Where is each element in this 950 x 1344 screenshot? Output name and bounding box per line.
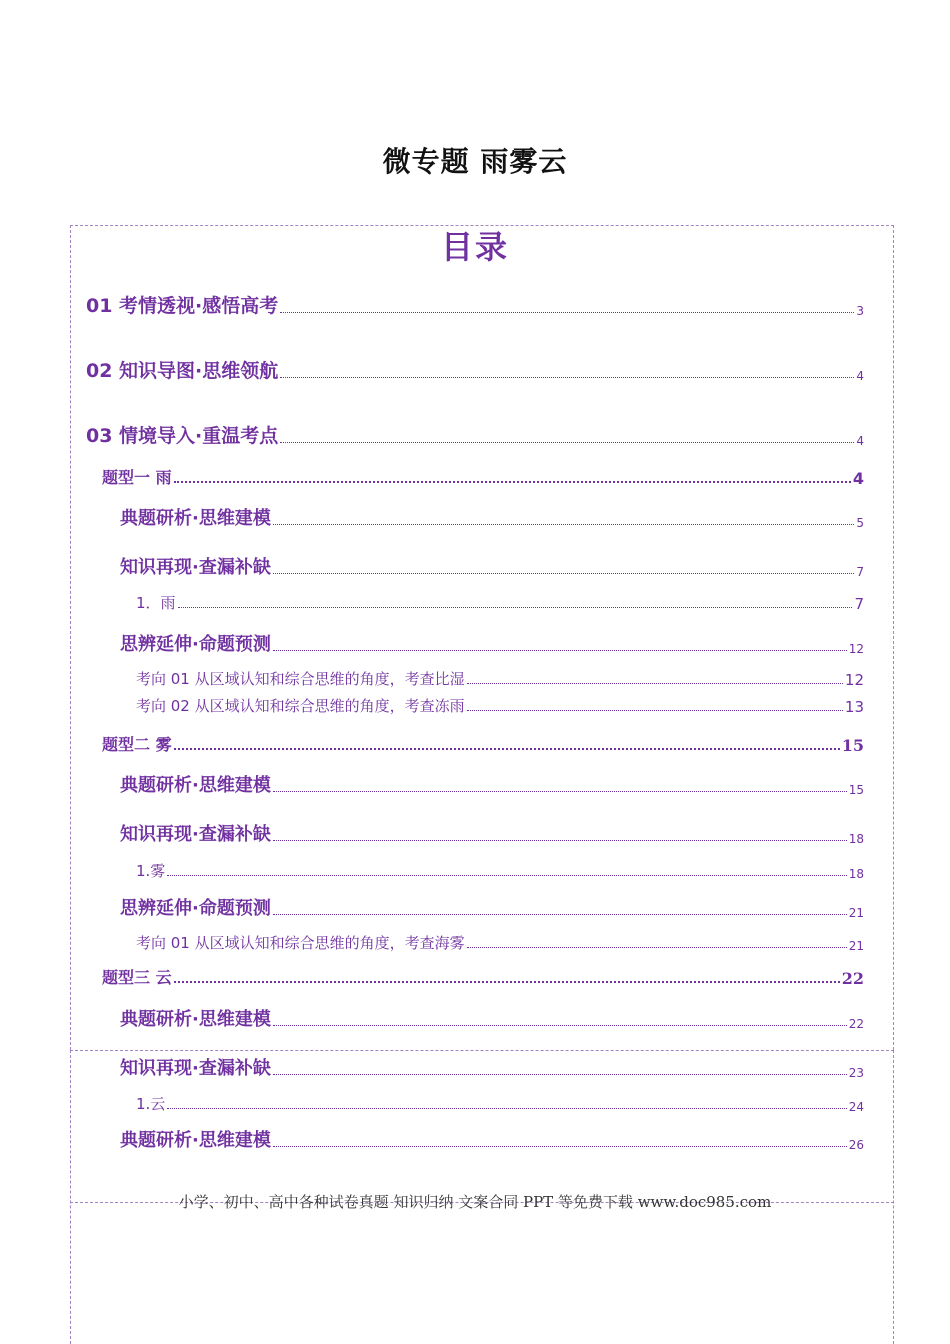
- toc-entry-label: 考向 01 从区域认知和综合思维的角度，考查比湿: [136, 670, 465, 688]
- toc-leader-dots: [178, 607, 853, 608]
- toc-entry-page: 3: [856, 304, 864, 318]
- footer-watermark: 小学、初中、高中各种试卷真题 知识归纳 文案合同 PPT 等免费下载 www.doc985.com: [178, 1193, 772, 1211]
- toc-leader-dots: [273, 791, 847, 792]
- toc-entry-page: 4: [856, 369, 864, 383]
- toc-entry-label: 典题研析·思维建模: [120, 508, 271, 529]
- toc-entry-page: 7: [854, 595, 864, 613]
- toc-leader-dots: [174, 748, 840, 750]
- toc-heading: 目录: [440, 228, 509, 266]
- toc-entry-example-analysis[interactable]: [120, 504, 864, 530]
- toc-entry-knowledge-review[interactable]: [120, 1054, 864, 1080]
- toc-entry-knowledge-review[interactable]: [120, 553, 864, 579]
- toc-entry-page: 12: [848, 642, 864, 656]
- toc-leader-dots: [467, 710, 843, 711]
- toc-entry-label: 知识再现·查漏补缺: [120, 824, 271, 845]
- toc-entry-label: 知识再现·查漏补缺: [120, 557, 271, 578]
- toc-leader-dots: [174, 981, 840, 983]
- toc-entry-direction-freezing-rain[interactable]: [136, 695, 864, 716]
- toc-entry-page: 24: [848, 1100, 864, 1114]
- toc-entry-fog[interactable]: [136, 860, 864, 881]
- document-title: 微专题 雨雾云: [382, 145, 568, 178]
- toc-leader-dots: [167, 1108, 846, 1109]
- toc-entry-type-fog[interactable]: [102, 732, 864, 755]
- toc-leader-dots: [280, 377, 854, 378]
- toc-entry-page: 12: [844, 671, 864, 689]
- toc-leader-dots: [273, 650, 847, 651]
- toc-leader-dots: [273, 1074, 847, 1075]
- toc-leader-dots: [280, 442, 854, 443]
- toc-entry-label: 知识再现·查漏补缺: [120, 1058, 271, 1079]
- toc-leader-dots: [273, 840, 847, 841]
- toc-entry-label: 1.云: [136, 1095, 166, 1113]
- toc-entry-label: 典题研析·思维建模: [120, 1009, 271, 1030]
- toc-entry-page: 7: [856, 565, 864, 579]
- toc-leader-dots: [467, 947, 847, 948]
- toc-entry-page: 5: [856, 516, 864, 530]
- toc-entry-rain[interactable]: [136, 592, 864, 613]
- toc-entry-scenario-intro[interactable]: [86, 421, 864, 448]
- toc-entry-label: 典题研析·思维建模: [120, 775, 271, 796]
- toc-entry-page: 22: [841, 969, 864, 988]
- toc-entry-extension-prediction[interactable]: [120, 630, 864, 656]
- toc-leader-dots: [273, 573, 855, 574]
- toc-entry-page: 21: [848, 906, 864, 920]
- toc-entry-page: 15: [848, 783, 864, 797]
- toc-entry-page: 18: [848, 832, 864, 846]
- toc-entry-label: 1．雨: [136, 594, 176, 612]
- toc-leader-dots: [273, 524, 855, 525]
- toc-entry-cloud[interactable]: [136, 1093, 864, 1114]
- toc-leader-dots: [273, 1025, 847, 1026]
- toc-entry-label: 题型三 云: [102, 968, 172, 987]
- toc-entry-example-analysis[interactable]: [120, 771, 864, 797]
- toc-entry-label: 题型一 雨: [102, 468, 172, 487]
- toc-entry-example-analysis[interactable]: [120, 1126, 864, 1152]
- toc-entry-label: 典题研析·思维建模: [120, 1130, 271, 1151]
- toc-entry-direction-specific-humidity[interactable]: [136, 668, 864, 689]
- toc-entry-page: 15: [841, 736, 864, 755]
- toc-entry-extension-prediction[interactable]: [120, 894, 864, 920]
- toc-leader-dots: [280, 312, 854, 313]
- toc-entry-label: 03 情境导入·重温考点: [86, 425, 279, 447]
- toc-leader-dots: [273, 914, 847, 915]
- toc-entry-label: 02 知识导图·思维领航: [86, 360, 279, 382]
- toc-entry-label: 01 考情透视·感悟高考: [86, 295, 279, 317]
- toc-leader-dots: [174, 481, 851, 483]
- toc-entry-direction-sea-fog[interactable]: [136, 932, 864, 953]
- toc-entry-label: 考向 02 从区域认知和综合思维的角度，考查冻雨: [136, 697, 465, 715]
- toc-entry-page: 22: [848, 1017, 864, 1031]
- toc-entry-page: 4: [856, 434, 864, 448]
- toc-entry-page: 18: [848, 867, 864, 881]
- toc-entry-label: 题型二 雾: [102, 735, 172, 754]
- toc-entry-page: 26: [848, 1138, 864, 1152]
- toc-entry-page: 21: [848, 939, 864, 953]
- toc-entry-type-cloud[interactable]: [102, 965, 864, 988]
- toc-entry-page: 23: [848, 1066, 864, 1080]
- toc-entry-label: 思辨延伸·命题预测: [120, 898, 271, 919]
- toc-leader-dots: [273, 1146, 847, 1147]
- toc-leader-dots: [467, 683, 843, 684]
- toc-entry-example-analysis[interactable]: [120, 1005, 864, 1031]
- toc-entry-label: 1.雾: [136, 862, 166, 880]
- toc-entry-knowledge-map[interactable]: [86, 356, 864, 383]
- toc-entry-page: 13: [844, 698, 864, 716]
- toc-leader-dots: [167, 875, 846, 876]
- toc-entry-label: 考向 01 从区域认知和综合思维的角度，考查海雾: [136, 934, 465, 952]
- toc-entry-exam-overview[interactable]: [86, 291, 864, 318]
- toc-entry-knowledge-review[interactable]: [120, 820, 864, 846]
- toc-entry-type-rain[interactable]: [102, 465, 864, 488]
- toc-entry-label: 思辨延伸·命题预测: [120, 634, 271, 655]
- toc-entry-page: 4: [852, 469, 864, 488]
